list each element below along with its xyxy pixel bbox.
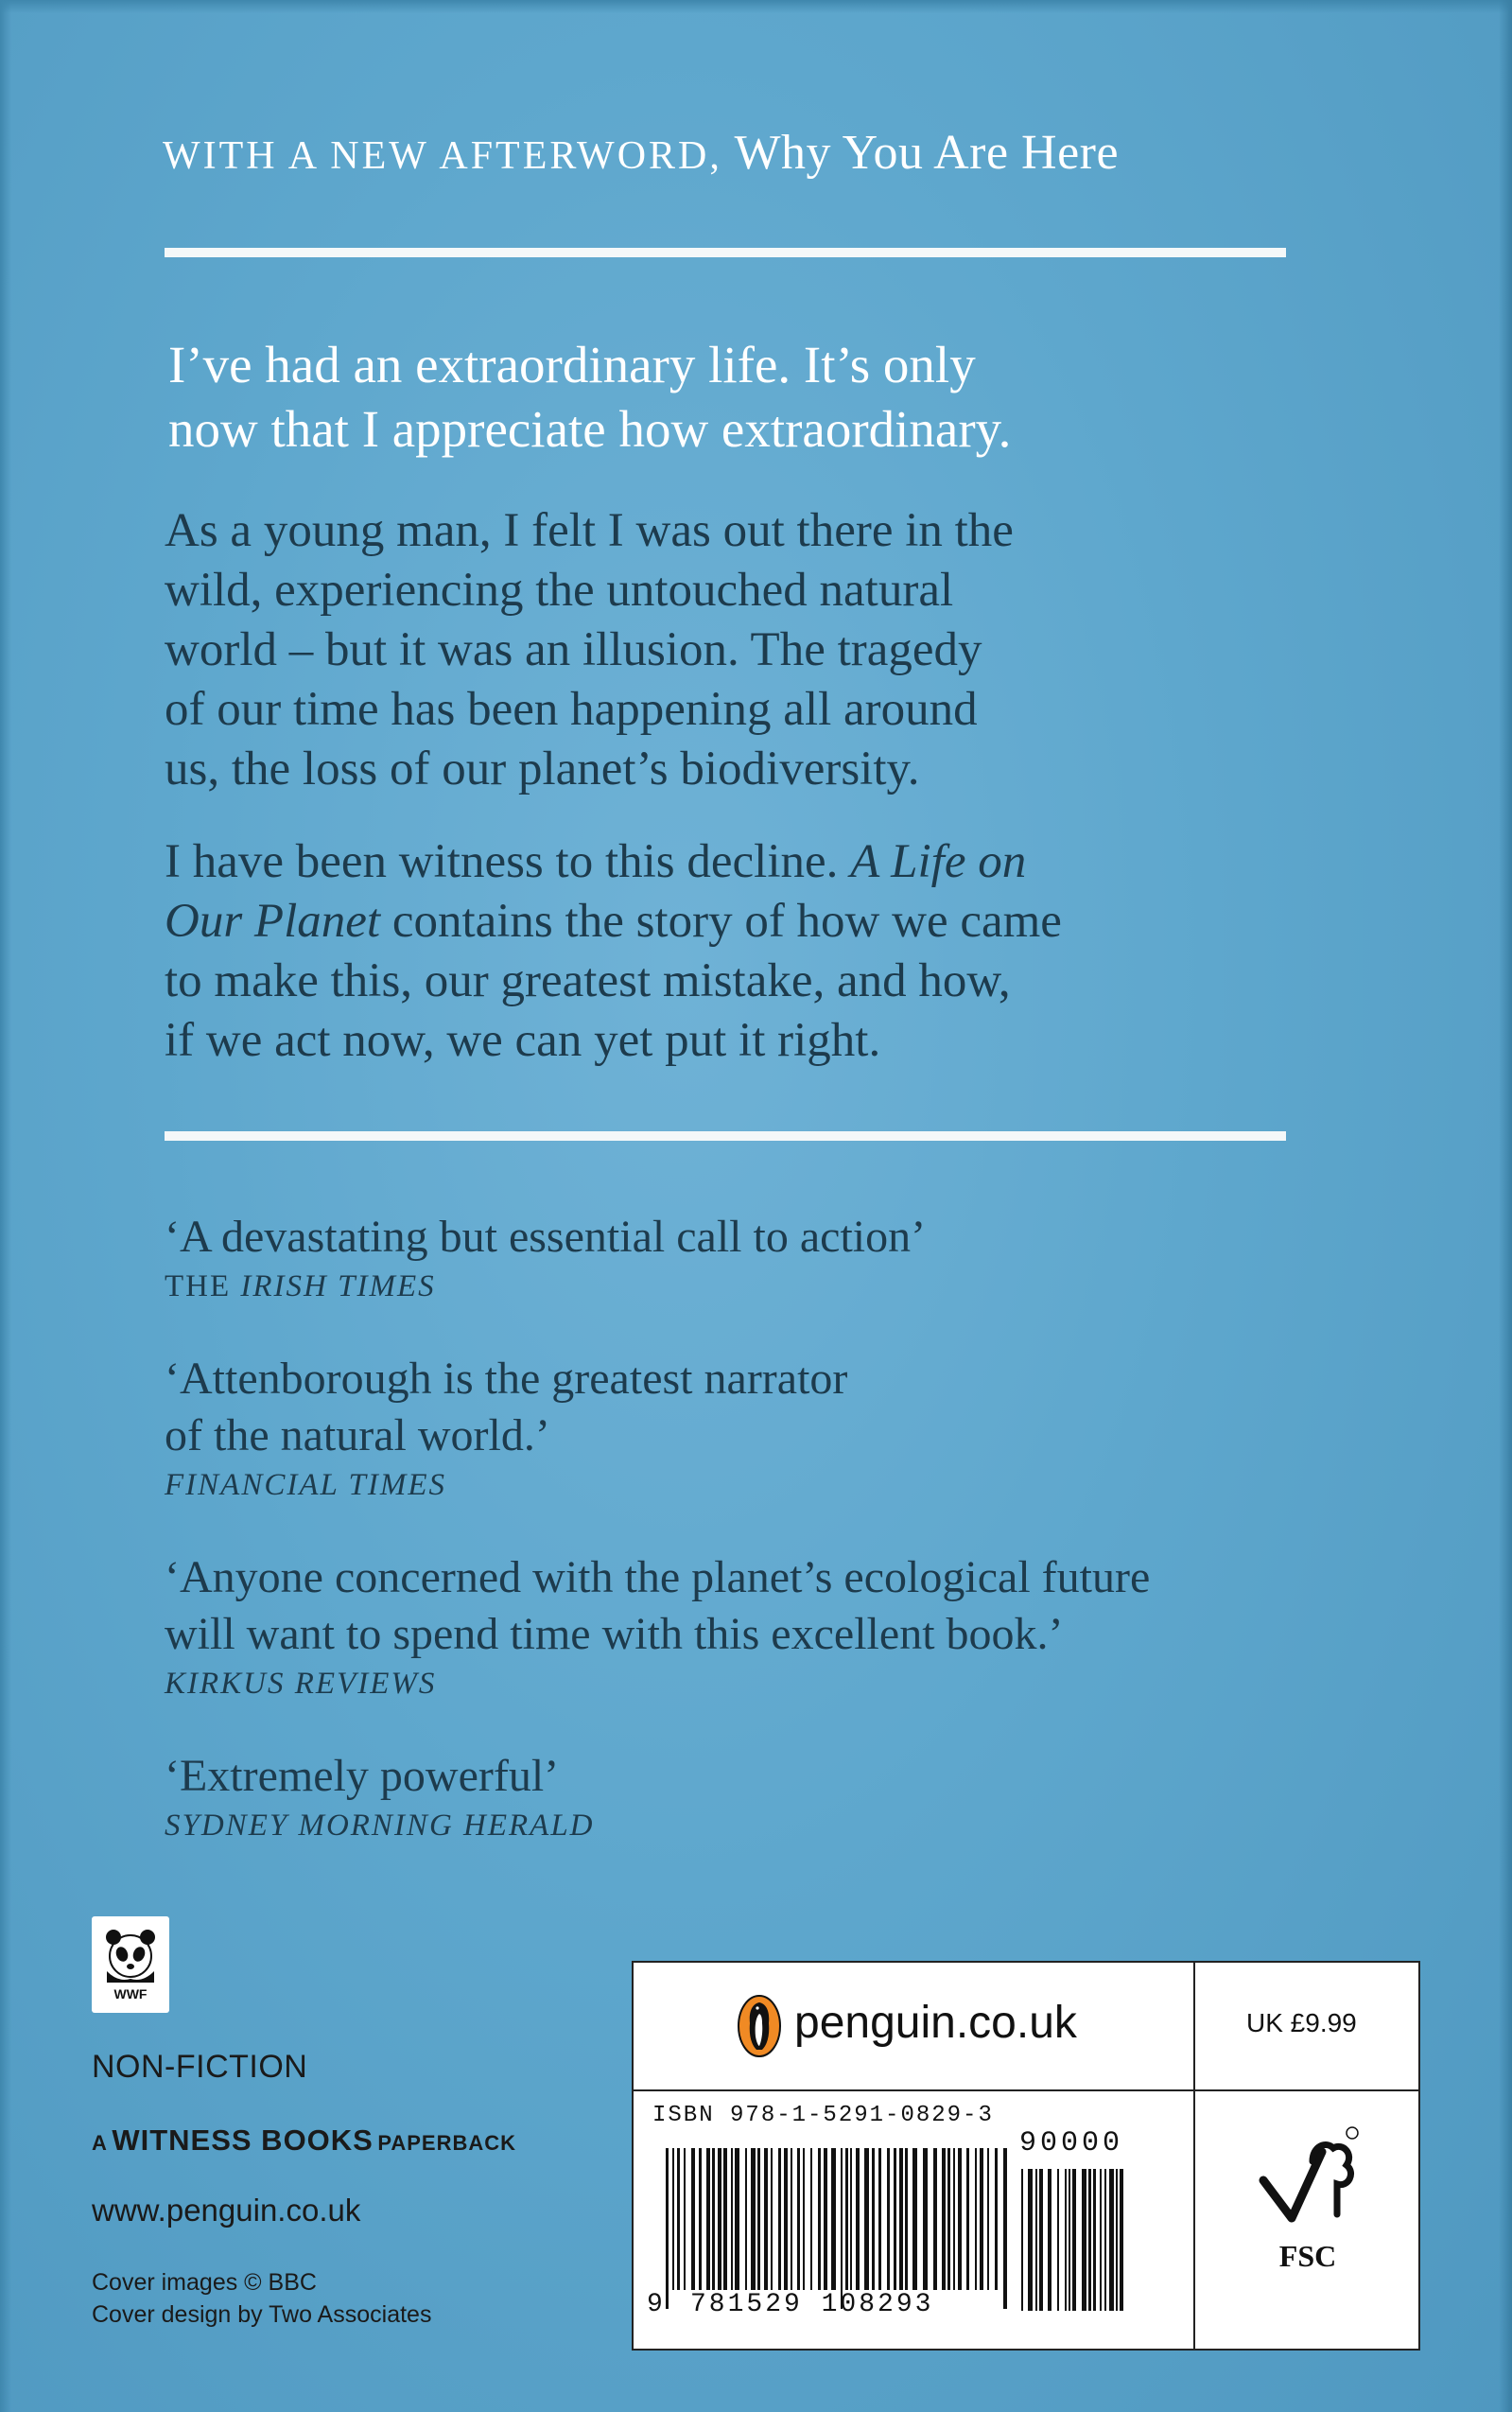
lead-line: I’ve had an extraordinary life. It’s only	[168, 336, 976, 393]
review-source-plain: THE	[165, 1269, 241, 1303]
category-label: NON-FICTION	[92, 2049, 308, 2085]
blurb-line: wild, experiencing the untouched natural	[165, 564, 954, 617]
imprint-line	[92, 2124, 516, 2158]
review-text: of the natural world.’	[165, 1410, 550, 1460]
imprint-suffix: PAPERBACK	[377, 2131, 517, 2155]
review-source	[165, 1805, 1356, 1846]
panda-icon	[99, 1924, 162, 1983]
blurb-line	[165, 832, 1347, 892]
penguin-site-label: penguin.co.uk	[794, 1998, 1077, 2048]
tagline-title: Why You Are Here	[734, 126, 1120, 180]
lead-line: now that I appreciate how extraordinary.	[168, 400, 1012, 458]
blurb-line: to make this, our greatest mistake, and how,	[165, 954, 1011, 1007]
ean-lead-digit: 9	[647, 2290, 663, 2319]
barcode-addon-digits: 90000	[1019, 2127, 1124, 2159]
blurb-line: us, the loss of our planet’s biodiversity.	[165, 743, 920, 795]
fsc-label: FSC	[1278, 2239, 1337, 2273]
blurb-line	[165, 892, 1347, 952]
tagline	[163, 125, 1392, 181]
blurb-paragraph-1	[165, 501, 1347, 799]
blurb-text: I have been witness to this decline.	[165, 835, 851, 888]
review-quote	[165, 1748, 1356, 1846]
book-title-italic: Our Planet	[165, 895, 381, 948]
blurb-line: world – but it was an illusion. The tragedy	[165, 623, 982, 676]
blurb-paragraph-2	[165, 832, 1347, 1071]
review-source	[165, 1464, 1356, 1506]
divider-top	[165, 248, 1286, 257]
review-source	[165, 1663, 1356, 1704]
panel-divider	[634, 2089, 1193, 2091]
blurb-line: As a young man, I felt I was out there in the	[165, 504, 1014, 557]
wwf-label: WWF	[113, 1986, 148, 2001]
fsc-tree-check-icon	[1256, 2124, 1360, 2235]
blurb-text: contains the story of how we came	[380, 895, 1062, 948]
credit-line: Cover design by Two Associates	[92, 2301, 432, 2328]
publisher-website: www.penguin.co.uk	[92, 2193, 361, 2228]
barcode-panel	[632, 1961, 1420, 2351]
panel-divider	[1193, 1963, 1195, 2349]
review-text: ‘Extremely powerful’	[165, 1751, 560, 1801]
book-title-italic: A Life on	[850, 835, 1027, 888]
cover-edge-right	[1499, 0, 1512, 2412]
review-quote	[165, 1351, 1356, 1506]
imprint-prefix: A	[92, 2131, 108, 2155]
review-text: ‘Attenborough is the greatest narrator	[165, 1354, 848, 1404]
blurb-line: if we act now, we can yet put it right.	[165, 1014, 881, 1067]
blurb-line: of our time has been happening all around	[165, 683, 978, 736]
divider-middle	[165, 1131, 1286, 1141]
review-source-italic: FINANCIAL TIMES	[165, 1468, 446, 1502]
review-quote	[165, 1549, 1356, 1704]
penguin-logo-icon	[738, 1995, 781, 2057]
review-source-italic: KIRKUS REVIEWS	[165, 1667, 437, 1701]
review-text: will want to spend time with this excellent book.’	[165, 1609, 1064, 1659]
wwf-logo	[92, 1916, 169, 2013]
review-quote	[165, 1209, 1356, 1307]
review-source	[165, 1266, 1356, 1307]
review-text: ‘Anyone concerned with the planet’s ecological future	[165, 1552, 1151, 1602]
cover-edge-left	[0, 0, 11, 2412]
lead-quote	[168, 333, 1341, 462]
imprint-name: WITNESS BOOKS	[112, 2124, 374, 2157]
review-text: ‘A devastating but essential call to action’	[165, 1212, 927, 1262]
credit-line: Cover images © BBC	[92, 2269, 317, 2296]
ean-digits: 781529 108293	[690, 2290, 934, 2319]
panel-divider	[1193, 2089, 1418, 2091]
isbn-label: ISBN 978-1-5291-0829-3	[652, 2103, 994, 2128]
review-source-italic: SYDNEY MORNING HERALD	[165, 1809, 595, 1843]
cover-credits	[92, 2266, 431, 2331]
cover-edge-top	[0, 0, 1512, 13]
review-source-italic: IRISH TIMES	[240, 1269, 436, 1303]
tagline-caps: WITH A NEW AFTERWORD,	[163, 134, 722, 178]
price-label: UK £9.99	[1246, 2008, 1357, 2037]
